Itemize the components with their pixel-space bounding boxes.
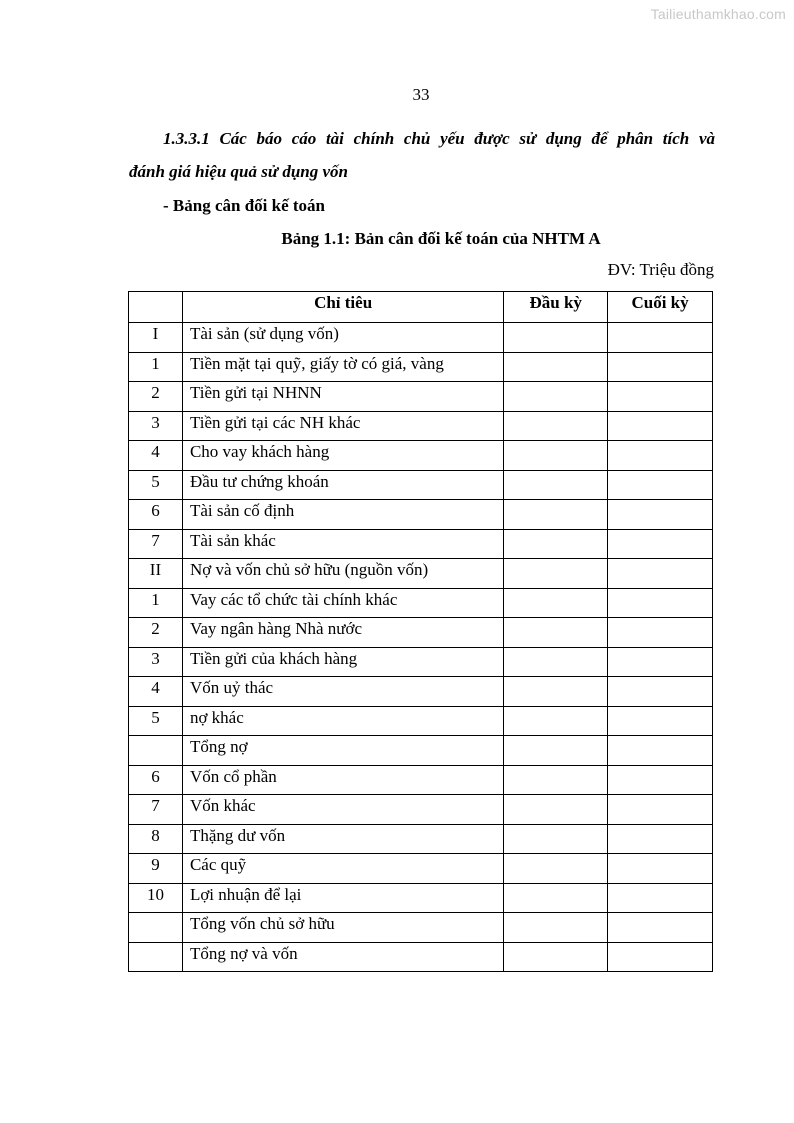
header-item: Chỉ tiêu xyxy=(182,292,503,323)
row-number-cell: 5 xyxy=(129,470,183,500)
row-number-cell: 5 xyxy=(129,706,183,736)
table-row xyxy=(129,382,713,412)
row-closing-cell xyxy=(608,588,713,618)
row-number-cell: I xyxy=(129,323,183,353)
row-number-cell: 3 xyxy=(129,647,183,677)
subheading: - Bảng cân đối kế toán xyxy=(163,196,325,215)
row-opening-cell xyxy=(504,765,608,795)
row-item-cell: Lợi nhuận để lại xyxy=(182,883,503,913)
row-number-cell: II xyxy=(129,559,183,589)
row-item-cell: Tổng nợ và vốn xyxy=(182,942,503,972)
table-row xyxy=(129,706,713,736)
row-opening-cell xyxy=(504,411,608,441)
row-number-cell: 4 xyxy=(129,441,183,471)
section-heading-line-2: đánh giá hiệu quả sử dụng vốn xyxy=(129,162,348,181)
row-number-cell: 9 xyxy=(129,854,183,884)
row-opening-cell xyxy=(504,647,608,677)
row-closing-cell xyxy=(608,529,713,559)
section-heading-line-1: 1.3.3.1 Các báo cáo tài chính chủ yếu được sử dụng để phân tích và xyxy=(163,129,715,148)
row-opening-cell xyxy=(504,529,608,559)
table-row xyxy=(129,854,713,884)
row-closing-cell xyxy=(608,352,713,382)
row-opening-cell xyxy=(504,677,608,707)
row-closing-cell xyxy=(608,913,713,943)
row-item-cell: Đầu tư chứng khoán xyxy=(182,470,503,500)
row-opening-cell xyxy=(504,942,608,972)
row-opening-cell xyxy=(504,323,608,353)
row-closing-cell xyxy=(608,706,713,736)
row-number-cell: 8 xyxy=(129,824,183,854)
row-opening-cell xyxy=(504,352,608,382)
row-closing-cell xyxy=(608,441,713,471)
row-item-cell: Vay các tổ chức tài chính khác xyxy=(182,588,503,618)
row-opening-cell xyxy=(504,824,608,854)
row-item-cell: Tài sản cố định xyxy=(182,500,503,530)
row-number-cell: 2 xyxy=(129,382,183,412)
row-number-cell xyxy=(129,736,183,766)
row-item-cell: Tiền gửi tại NHNN xyxy=(182,382,503,412)
row-opening-cell xyxy=(504,500,608,530)
row-number-cell: 1 xyxy=(129,352,183,382)
row-closing-cell xyxy=(608,765,713,795)
table-row xyxy=(129,618,713,648)
table-row xyxy=(129,736,713,766)
row-opening-cell xyxy=(504,736,608,766)
row-item-cell: Vốn khác xyxy=(182,795,503,825)
row-number-cell: 1 xyxy=(129,588,183,618)
table-row xyxy=(129,470,713,500)
unit-label: ĐV: Triệu đồng xyxy=(607,260,714,279)
table-row xyxy=(129,441,713,471)
row-opening-cell xyxy=(504,559,608,589)
table-caption: Bảng 1.1: Bản cân đối kế toán của NHTM A xyxy=(281,229,601,248)
row-opening-cell xyxy=(504,883,608,913)
row-number-cell: 6 xyxy=(129,765,183,795)
row-closing-cell xyxy=(608,824,713,854)
header-opening: Đầu kỳ xyxy=(504,292,608,323)
row-item-cell: Nợ và vốn chủ sở hữu (nguồn vốn) xyxy=(182,559,503,589)
table-row xyxy=(129,500,713,530)
row-closing-cell xyxy=(608,795,713,825)
row-number-cell xyxy=(129,913,183,943)
row-closing-cell xyxy=(608,411,713,441)
row-number-cell: 2 xyxy=(129,618,183,648)
watermark: Tailieuthamkhao.com xyxy=(650,6,786,22)
row-opening-cell xyxy=(504,470,608,500)
table-row xyxy=(129,913,713,943)
row-item-cell: Tài sản (sử dụng vốn) xyxy=(182,323,503,353)
table-row xyxy=(129,588,713,618)
row-item-cell: Thặng dư vốn xyxy=(182,824,503,854)
row-number-cell: 3 xyxy=(129,411,183,441)
row-closing-cell xyxy=(608,854,713,884)
row-number-cell: 7 xyxy=(129,529,183,559)
table-header-row xyxy=(129,292,713,323)
row-number-cell: 10 xyxy=(129,883,183,913)
table-row xyxy=(129,323,713,353)
row-closing-cell xyxy=(608,500,713,530)
row-opening-cell xyxy=(504,913,608,943)
header-closing: Cuối kỳ xyxy=(608,292,713,323)
table-row xyxy=(129,529,713,559)
row-closing-cell xyxy=(608,618,713,648)
row-item-cell: Tổng nợ xyxy=(182,736,503,766)
row-closing-cell xyxy=(608,942,713,972)
row-closing-cell xyxy=(608,382,713,412)
row-closing-cell xyxy=(608,470,713,500)
row-item-cell: Tiền gửi của khách hàng xyxy=(182,647,503,677)
row-number-cell xyxy=(129,942,183,972)
row-closing-cell xyxy=(608,647,713,677)
row-item-cell: Vốn cổ phần xyxy=(182,765,503,795)
row-item-cell: Vốn uỷ thác xyxy=(182,677,503,707)
row-item-cell: Tiền gửi tại các NH khác xyxy=(182,411,503,441)
page-number: 33 xyxy=(412,85,430,104)
row-item-cell: Cho vay khách hàng xyxy=(182,441,503,471)
row-closing-cell xyxy=(608,677,713,707)
table-row xyxy=(129,677,713,707)
row-item-cell: Các quỹ xyxy=(182,854,503,884)
row-closing-cell xyxy=(608,559,713,589)
row-item-cell: nợ khác xyxy=(182,706,503,736)
table-row xyxy=(129,883,713,913)
balance-sheet-table xyxy=(128,291,713,972)
row-opening-cell xyxy=(504,854,608,884)
table-row xyxy=(129,559,713,589)
row-number-cell: 4 xyxy=(129,677,183,707)
table-row xyxy=(129,647,713,677)
row-item-cell: Tiền mặt tại quỹ, giấy tờ có giá, vàng xyxy=(182,352,503,382)
table-row xyxy=(129,352,713,382)
row-opening-cell xyxy=(504,795,608,825)
row-item-cell: Tài sản khác xyxy=(182,529,503,559)
header-no xyxy=(129,292,183,323)
table-row xyxy=(129,795,713,825)
row-opening-cell xyxy=(504,706,608,736)
row-number-cell: 6 xyxy=(129,500,183,530)
row-opening-cell xyxy=(504,618,608,648)
table-row xyxy=(129,942,713,972)
table-row xyxy=(129,411,713,441)
table-row xyxy=(129,765,713,795)
row-opening-cell xyxy=(504,588,608,618)
row-number-cell: 7 xyxy=(129,795,183,825)
row-opening-cell xyxy=(504,441,608,471)
row-opening-cell xyxy=(504,382,608,412)
row-closing-cell xyxy=(608,323,713,353)
table-row xyxy=(129,824,713,854)
row-item-cell: Tổng vốn chủ sở hữu xyxy=(182,913,503,943)
row-closing-cell xyxy=(608,736,713,766)
table-body xyxy=(129,323,713,972)
row-closing-cell xyxy=(608,883,713,913)
row-item-cell: Vay ngân hàng Nhà nước xyxy=(182,618,503,648)
